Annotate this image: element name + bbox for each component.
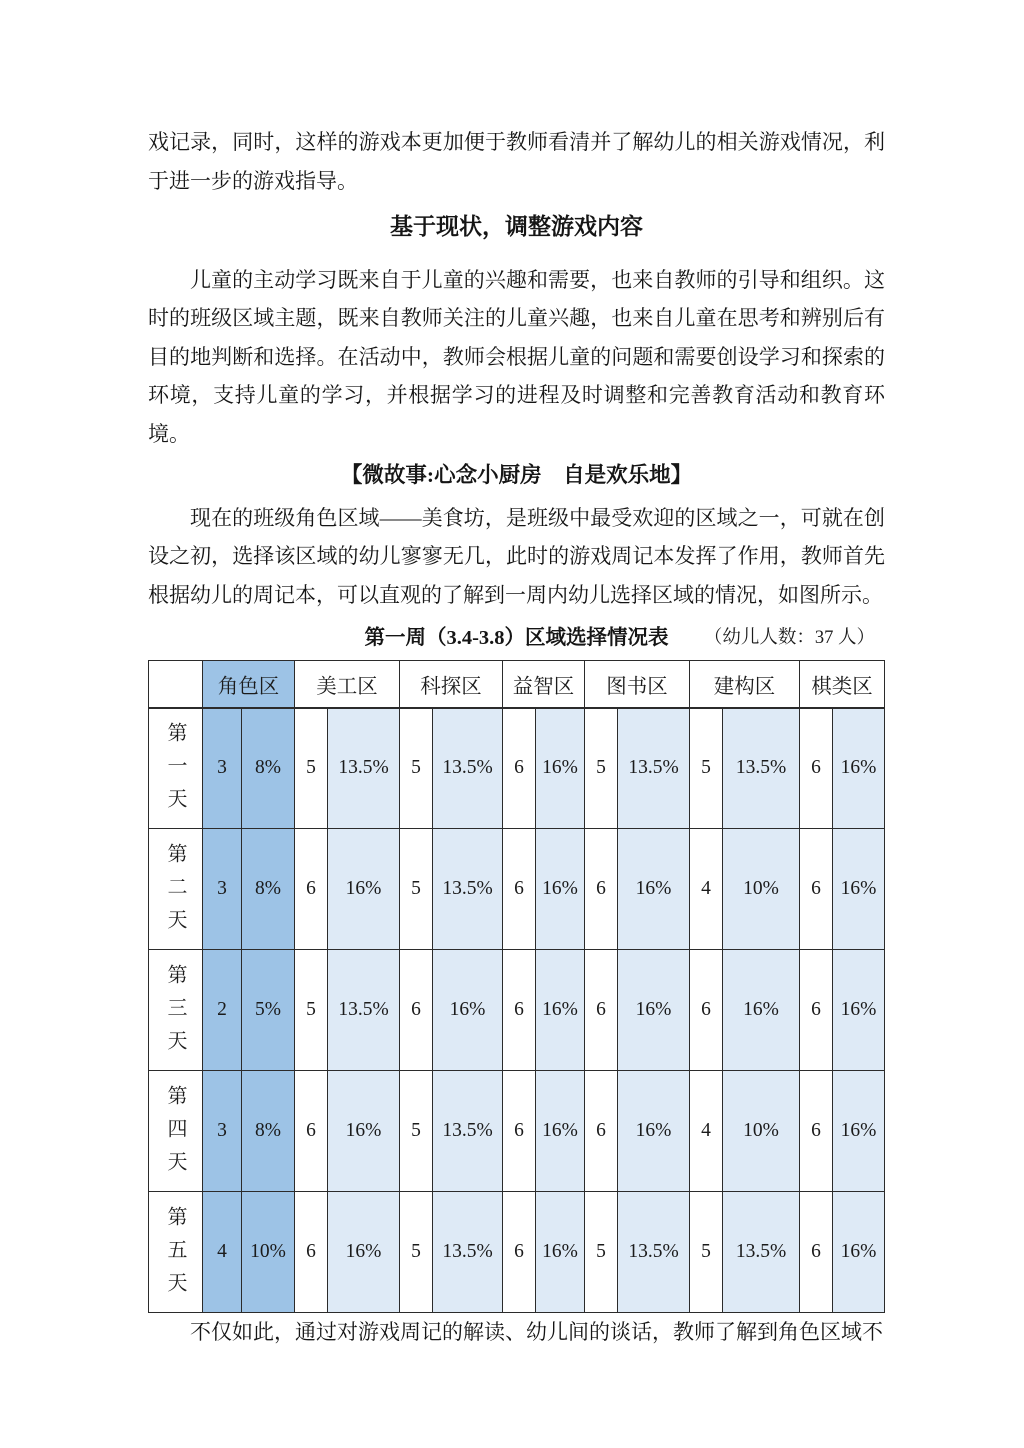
cell-count: 5	[400, 708, 433, 829]
page-content	[148, 0, 885, 1352]
cell-count: 6	[690, 950, 723, 1071]
cell-percent: 13.5%	[328, 950, 400, 1071]
cell-count: 5	[295, 950, 328, 1071]
cell-percent: 13.5%	[618, 708, 690, 829]
cell-percent: 13.5%	[328, 708, 400, 829]
cell-percent: 13.5%	[723, 708, 800, 829]
closing-paragraph: 不仅如此，通过对游戏周记的解读、幼儿间的谈话，教师了解到角色区域不	[190, 1320, 883, 1344]
cell-percent: 10%	[723, 1071, 800, 1192]
cell-count: 6	[503, 829, 536, 950]
row-label-day-3	[149, 950, 203, 1071]
cell-count: 5	[400, 829, 433, 950]
cell-count: 3	[203, 708, 242, 829]
cell-percent: 16%	[536, 708, 585, 829]
cell-count: 6	[585, 829, 618, 950]
cell-percent: 16%	[328, 1071, 400, 1192]
cell-count: 5	[400, 1192, 433, 1313]
day-label: 第四天	[164, 1085, 186, 1184]
cell-percent: 13.5%	[433, 829, 503, 950]
day-label: 第二天	[164, 843, 186, 942]
table-row	[149, 829, 885, 950]
cell-count: 5	[585, 708, 618, 829]
cell-percent: 13.5%	[433, 1071, 503, 1192]
cell-count: 2	[203, 950, 242, 1071]
cell-count: 6	[503, 1192, 536, 1313]
col-header-book-area: 图书区	[585, 661, 690, 708]
cell-percent: 16%	[328, 1192, 400, 1313]
cell-percent: 13.5%	[723, 1192, 800, 1313]
cell-count: 4	[203, 1192, 242, 1313]
cell-percent: 10%	[242, 1192, 295, 1313]
cell-count: 5	[295, 708, 328, 829]
story-heading: 【微故事:心念小厨房 自是欢乐地】	[340, 463, 693, 487]
cell-count: 6	[800, 1192, 833, 1313]
body-paragraph: 儿童的主动学习既来自于儿童的兴趣和需要，也来自教师的引导和组织。这时的班级区域主题，既来自教师关注的儿童兴趣，也来自儿童在思考和辨别后有目的地判断和选择。在活动中，教师会根据儿童的问题和需要创设学习和探索的环境，支持儿童的学习，并根据学习的进程及时调整和完善教育活动和教育环境。	[148, 267, 885, 446]
day-label: 第五天	[164, 1206, 186, 1305]
cell-count: 6	[585, 950, 618, 1071]
section-heading: 基于现状，调整游戏内容	[390, 214, 643, 239]
story-paragraph: 现在的班级角色区域——美食坊，是班级中最受欢迎的区域之一，可就在创设之初，选择该区域的幼儿寥寥无几，此时的游戏周记本发挥了作用，教师首先根据幼儿的周记本，可以直观的了解到一周内幼儿选择区域的情况，如图所示。	[148, 505, 885, 607]
col-header-puzzle-area: 益智区	[503, 661, 585, 708]
cell-percent: 16%	[618, 950, 690, 1071]
cell-count: 6	[585, 1071, 618, 1192]
cell-percent: 8%	[242, 829, 295, 950]
cell-count: 5	[690, 1192, 723, 1313]
table-row	[149, 950, 885, 1071]
col-header-science-area: 科探区	[400, 661, 503, 708]
region-selection-table	[148, 660, 885, 1313]
cell-count: 6	[800, 1071, 833, 1192]
cell-count: 3	[203, 829, 242, 950]
cell-count: 6	[295, 1192, 328, 1313]
cell-percent: 16%	[833, 1071, 885, 1192]
cell-percent: 13.5%	[618, 1192, 690, 1313]
cell-count: 4	[690, 1071, 723, 1192]
header-row	[149, 661, 885, 708]
cell-percent: 16%	[536, 829, 585, 950]
cell-count: 6	[295, 829, 328, 950]
row-label-day-4	[149, 1071, 203, 1192]
cell-count: 6	[503, 708, 536, 829]
cell-percent: 16%	[433, 950, 503, 1071]
cell-count: 6	[295, 1071, 328, 1192]
cell-percent: 8%	[242, 708, 295, 829]
cell-count: 5	[690, 708, 723, 829]
cell-percent: 5%	[242, 950, 295, 1071]
cell-count: 6	[503, 950, 536, 1071]
col-header-chess-area: 棋类区	[800, 661, 885, 708]
cell-percent: 16%	[723, 950, 800, 1071]
day-label: 第一天	[164, 722, 186, 822]
cell-percent: 13.5%	[433, 1192, 503, 1313]
table-title: 第一周（3.4-3.8）区域选择情况表	[364, 627, 669, 649]
cell-percent: 16%	[833, 829, 885, 950]
table-row	[149, 1071, 885, 1192]
student-count-note: （幼儿人数：37 人）	[703, 628, 875, 648]
cell-percent: 16%	[833, 1192, 885, 1313]
cell-percent: 16%	[833, 950, 885, 1071]
cell-count: 6	[400, 950, 433, 1071]
cell-count: 6	[800, 829, 833, 950]
cell-count: 3	[203, 1071, 242, 1192]
table-row	[149, 1192, 885, 1313]
cell-percent: 10%	[723, 829, 800, 950]
cell-percent: 16%	[833, 708, 885, 829]
cell-percent: 16%	[536, 1071, 585, 1192]
col-header-role-area: 角色区	[203, 661, 295, 708]
cell-count: 6	[800, 708, 833, 829]
cell-percent: 16%	[536, 1192, 585, 1313]
day-label: 第三天	[164, 964, 186, 1063]
cell-percent: 16%	[618, 829, 690, 950]
row-label-day-1	[149, 708, 203, 829]
cell-count: 4	[690, 829, 723, 950]
table-title-row	[148, 619, 885, 658]
cell-count: 6	[503, 1071, 536, 1192]
cell-percent: 13.5%	[433, 708, 503, 829]
cell-count: 5	[585, 1192, 618, 1313]
table-row	[149, 708, 885, 829]
cell-percent: 16%	[328, 829, 400, 950]
col-header-construction-area: 建构区	[690, 661, 800, 708]
col-header-art-area: 美工区	[295, 661, 400, 708]
row-label-day-2	[149, 829, 203, 950]
cell-percent: 8%	[242, 1071, 295, 1192]
paragraph-continuation: 戏记录，同时，这样的游戏本更加便于教师看清并了解幼儿的相关游戏情况，利于进一步的游戏指导。	[148, 130, 885, 193]
cell-count: 5	[400, 1071, 433, 1192]
corner-cell	[149, 661, 203, 708]
cell-percent: 16%	[618, 1071, 690, 1192]
cell-count: 6	[800, 950, 833, 1071]
row-label-day-5	[149, 1192, 203, 1313]
cell-percent: 16%	[536, 950, 585, 1071]
